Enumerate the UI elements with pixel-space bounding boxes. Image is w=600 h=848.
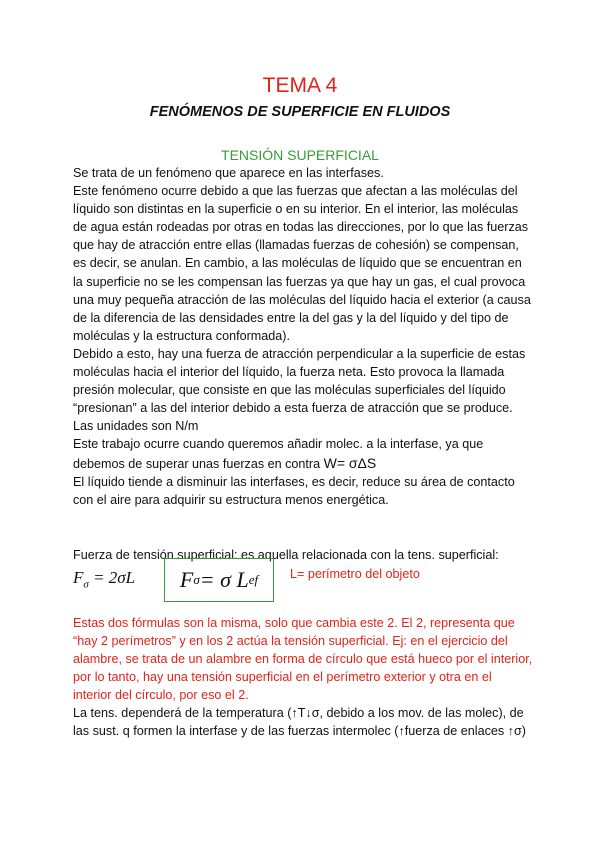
body-text — [73, 164, 533, 509]
formula-2sigma-l — [73, 567, 135, 595]
paragraph-work — [73, 435, 533, 472]
perimeter-note: L= perímetro del objeto — [290, 567, 420, 581]
page-subtitle: FENÓMENOS DE SUPERFICIE EN FLUIDOS — [149, 104, 451, 120]
formula2-sub: σ — [193, 572, 200, 587]
paragraph-interfaces: El líquido tiende a disminuir las interfases, es decir, reduce su área de contacto con el aire para adquirir su estructura menos energética. — [73, 474, 515, 507]
formula2-mid: = σ L — [199, 567, 249, 592]
work-formula: W= σΔS — [323, 454, 377, 471]
formula1-lhs: F — [73, 568, 84, 587]
formula1-rhs: = 2σL — [88, 568, 136, 587]
temperature-paragraph — [73, 704, 533, 740]
formula1-sub: σ — [83, 578, 89, 591]
note-text: Estas dos fórmulas son la misma, solo que cambia este 2. El 2, representa que “hay 2 perímetros” y en los 2 actúa la tensión superficial. Ej: en el ejercicio del alambre, se trata de un alambre en forma de círculo que está hueco por el interior, por lo tanto, hay una tensión superficial en el perímetro exterior y otra en el interior del círculo, por eso el 2. — [73, 616, 533, 703]
formula2-lhs: F — [179, 567, 194, 592]
formula-sigma-lef-box — [164, 558, 274, 602]
paragraph-units: Las unidades son N/m — [73, 419, 199, 434]
paragraph-intro: Se trata de un fenómeno que aparece en las interfases. — [73, 166, 384, 180]
paragraph-net-force: Debido a esto, hay una fuerza de atracción perpendicular a la superficie de estas moléculas hacia el interior del líquido, la fuerza neta. Esto provoca la llamada presión molecular, que consiste en que las moléculas superficiales del líquido “presionan” a las del interior debido a esta fuerza de atracción que se produce. — [73, 346, 526, 416]
page-title: TEMA 4 — [262, 74, 338, 97]
section-heading: TENSIÓN SUPERFICIAL — [221, 147, 379, 163]
formula2-sub2: ef — [248, 572, 259, 587]
temperature-text: La tens. dependerá de la temperatura (↑T↓σ, debido a los mov. de las molec), de las sust. q formen la interfase y de las fuerzas intermolec (↑fuerza de enlaces ↑σ) — [73, 706, 526, 739]
note-paragraph — [73, 614, 533, 704]
paragraph-explanation: Este fenómeno ocurre debido a que las fuerzas que afectan a las moléculas del líquido son distintas en la superficie o en su interior. En el interior, las moléculas de agua están rodeadas por otras en todas las direcciones, por lo que las fuerzas que hay de atracción entre ellas (llamadas fuerzas de cohesión) se compensan, es decir, se anulan. En cambio, a las moléculas de líquido que se encuentran en la superficie no se les compensan las fuerzas ya que hay un gas, el cual provoca una muy pequeña atracción de las moléculas del líquido hacia el exterior (a causa de la diferencia de las densidades entre la del gas y la del líquido y del tipo de moléculas y la estructura conformada). — [73, 184, 531, 343]
force-definition: Fuerza de tensión superficial: es aquella relacionada con la tens. superficial: — [73, 548, 499, 562]
paragraph-work-text: Este trabajo ocurre cuando queremos añadir molec. a la interfase, ya que debemos de superar unas fuerzas en contra — [73, 437, 484, 471]
